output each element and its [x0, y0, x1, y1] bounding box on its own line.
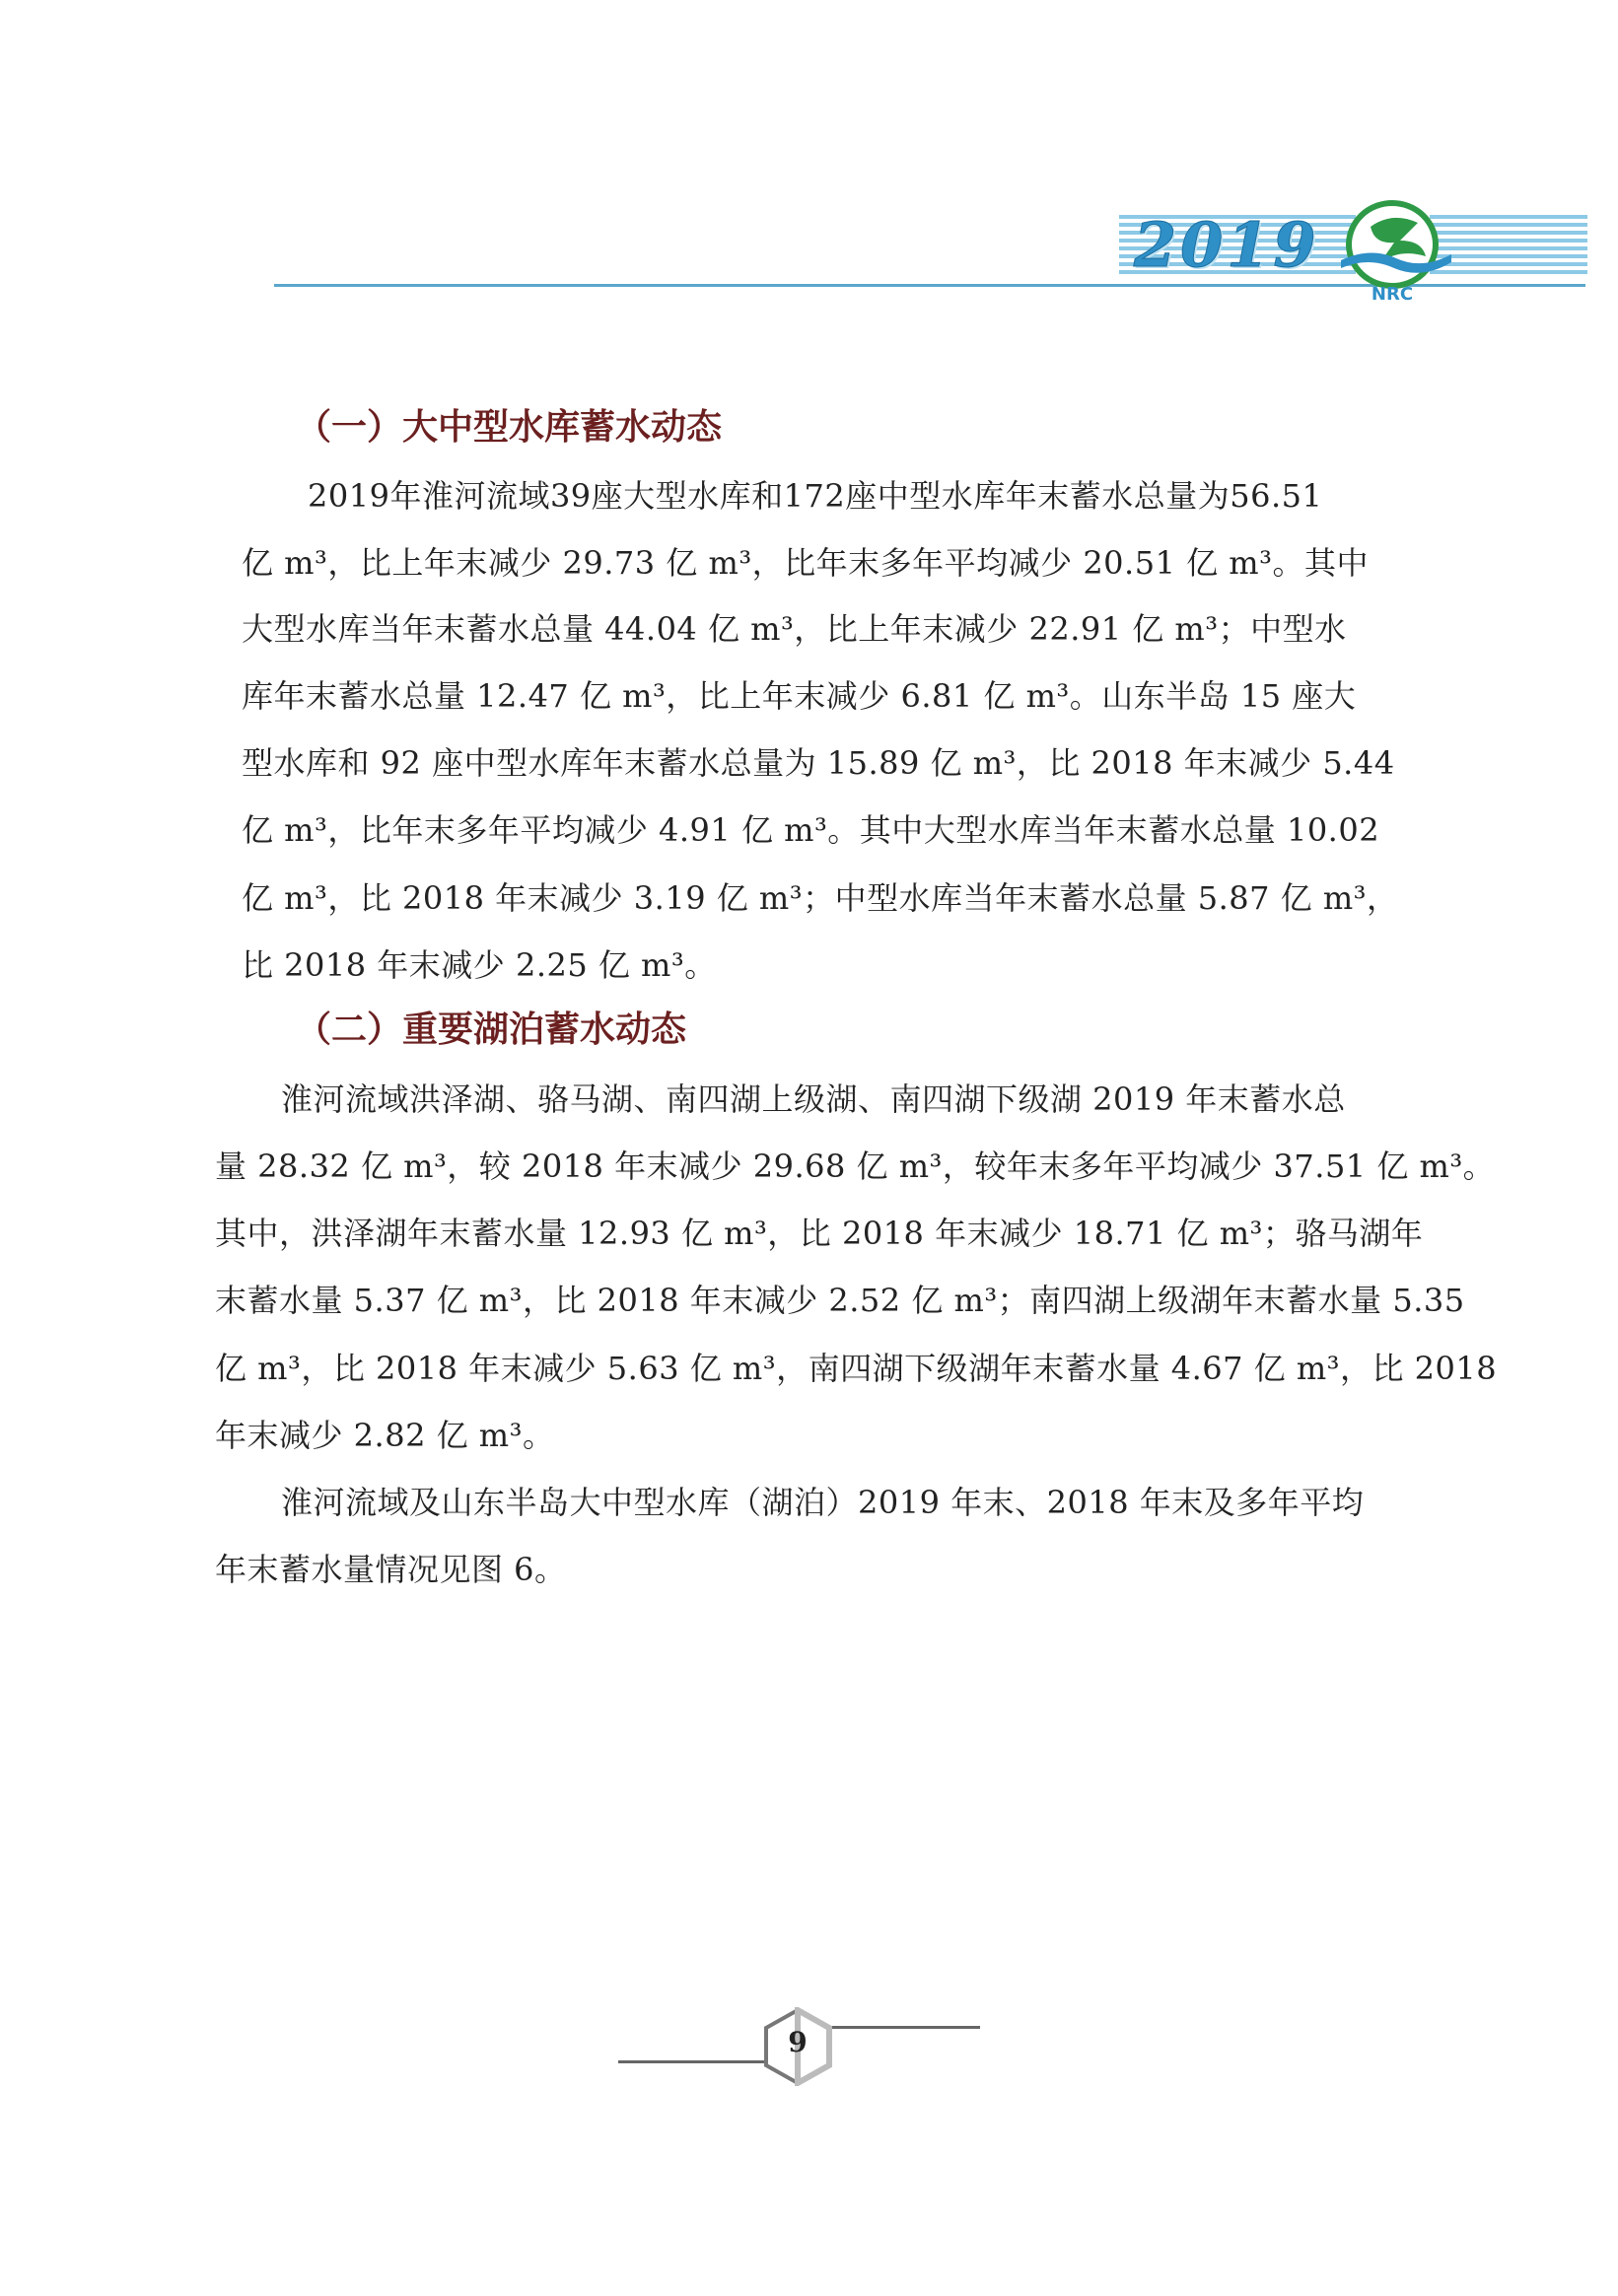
paragraph-line: 年末减少 2.82 亿 m³。 — [215, 1417, 555, 1454]
section-heading-reservoirs: （一）大中型水库蓄水动态 — [296, 407, 723, 448]
paragraph-line: 库年末蓄水总量 12.47 亿 m³，比上年末减少 6.81 亿 m³。山东半岛 15 座大 — [242, 677, 1357, 715]
paragraph-line: 比 2018 年末减少 2.25 亿 m³。 — [242, 946, 717, 984]
paragraph-line: 淮河流域及山东半岛大中型水库（湖泊）2019 年末、2018 年末及多年平均 — [281, 1484, 1365, 1521]
footer-rule-right — [830, 2026, 980, 2029]
paragraph-line: 型水库和 92 座中型水库年末蓄水总量为 15.89 亿 m³，比 2018 年末减少 5.44 — [242, 744, 1395, 782]
section-heading-lakes: （二）重要湖泊蓄水动态 — [296, 1009, 687, 1050]
paragraph-line: 末蓄水量 5.37 亿 m³，比 2018 年末减少 2.52 亿 m³；南四湖上级湖年末蓄水量 5.35 — [215, 1282, 1465, 1319]
paragraph-line: 亿 m³，比 2018 年末减少 5.63 亿 m³，南四湖下级湖年末蓄水量 4.67 亿 m³，比 2018 — [215, 1350, 1498, 1387]
paragraph-line: 大型水库当年末蓄水总量 44.04 亿 m³，比上年末减少 22.91 亿 m³；中型水 — [242, 610, 1347, 648]
logo-ring — [1349, 203, 1436, 286]
footer-rule-left — [618, 2060, 766, 2063]
paragraph-line: 2019年淮河流域39座大型水库和172座中型水库年末蓄水总量为56.51 — [308, 477, 1323, 515]
nrc-logo-icon — [1331, 197, 1459, 308]
paragraph-line: 其中，洪泽湖年末蓄水量 12.93 亿 m³，比 2018 年末减少 18.71 亿 m³；骆马湖年 — [215, 1215, 1424, 1252]
header-year: 2019 — [1134, 209, 1320, 281]
paragraph-line: 亿 m³，比年末多年平均减少 4.91 亿 m³。其中大型水库当年末蓄水总量 10.02 — [242, 811, 1380, 849]
paragraph-line: 量 28.32 亿 m³，较 2018 年末减少 29.68 亿 m³，较年末多年平均减少 37.51 亿 m³。 — [215, 1148, 1496, 1185]
paragraph-line: 亿 m³，比上年末减少 29.73 亿 m³，比年末多年平均减少 20.51 亿 m³。其中 — [242, 544, 1369, 582]
page-number: 9 — [788, 2026, 808, 2058]
paragraph-line: 亿 m³，比 2018 年末减少 3.19 亿 m³；中型水库当年末蓄水总量 5.87 亿 m³， — [242, 879, 1399, 917]
paragraph-line: 年末蓄水量情况见图 6。 — [215, 1551, 567, 1588]
paragraph-line: 淮河流域洪泽湖、骆马湖、南四湖上级湖、南四湖下级湖 2019 年末蓄水总 — [281, 1080, 1346, 1118]
logo-text: NRC — [1371, 284, 1414, 305]
